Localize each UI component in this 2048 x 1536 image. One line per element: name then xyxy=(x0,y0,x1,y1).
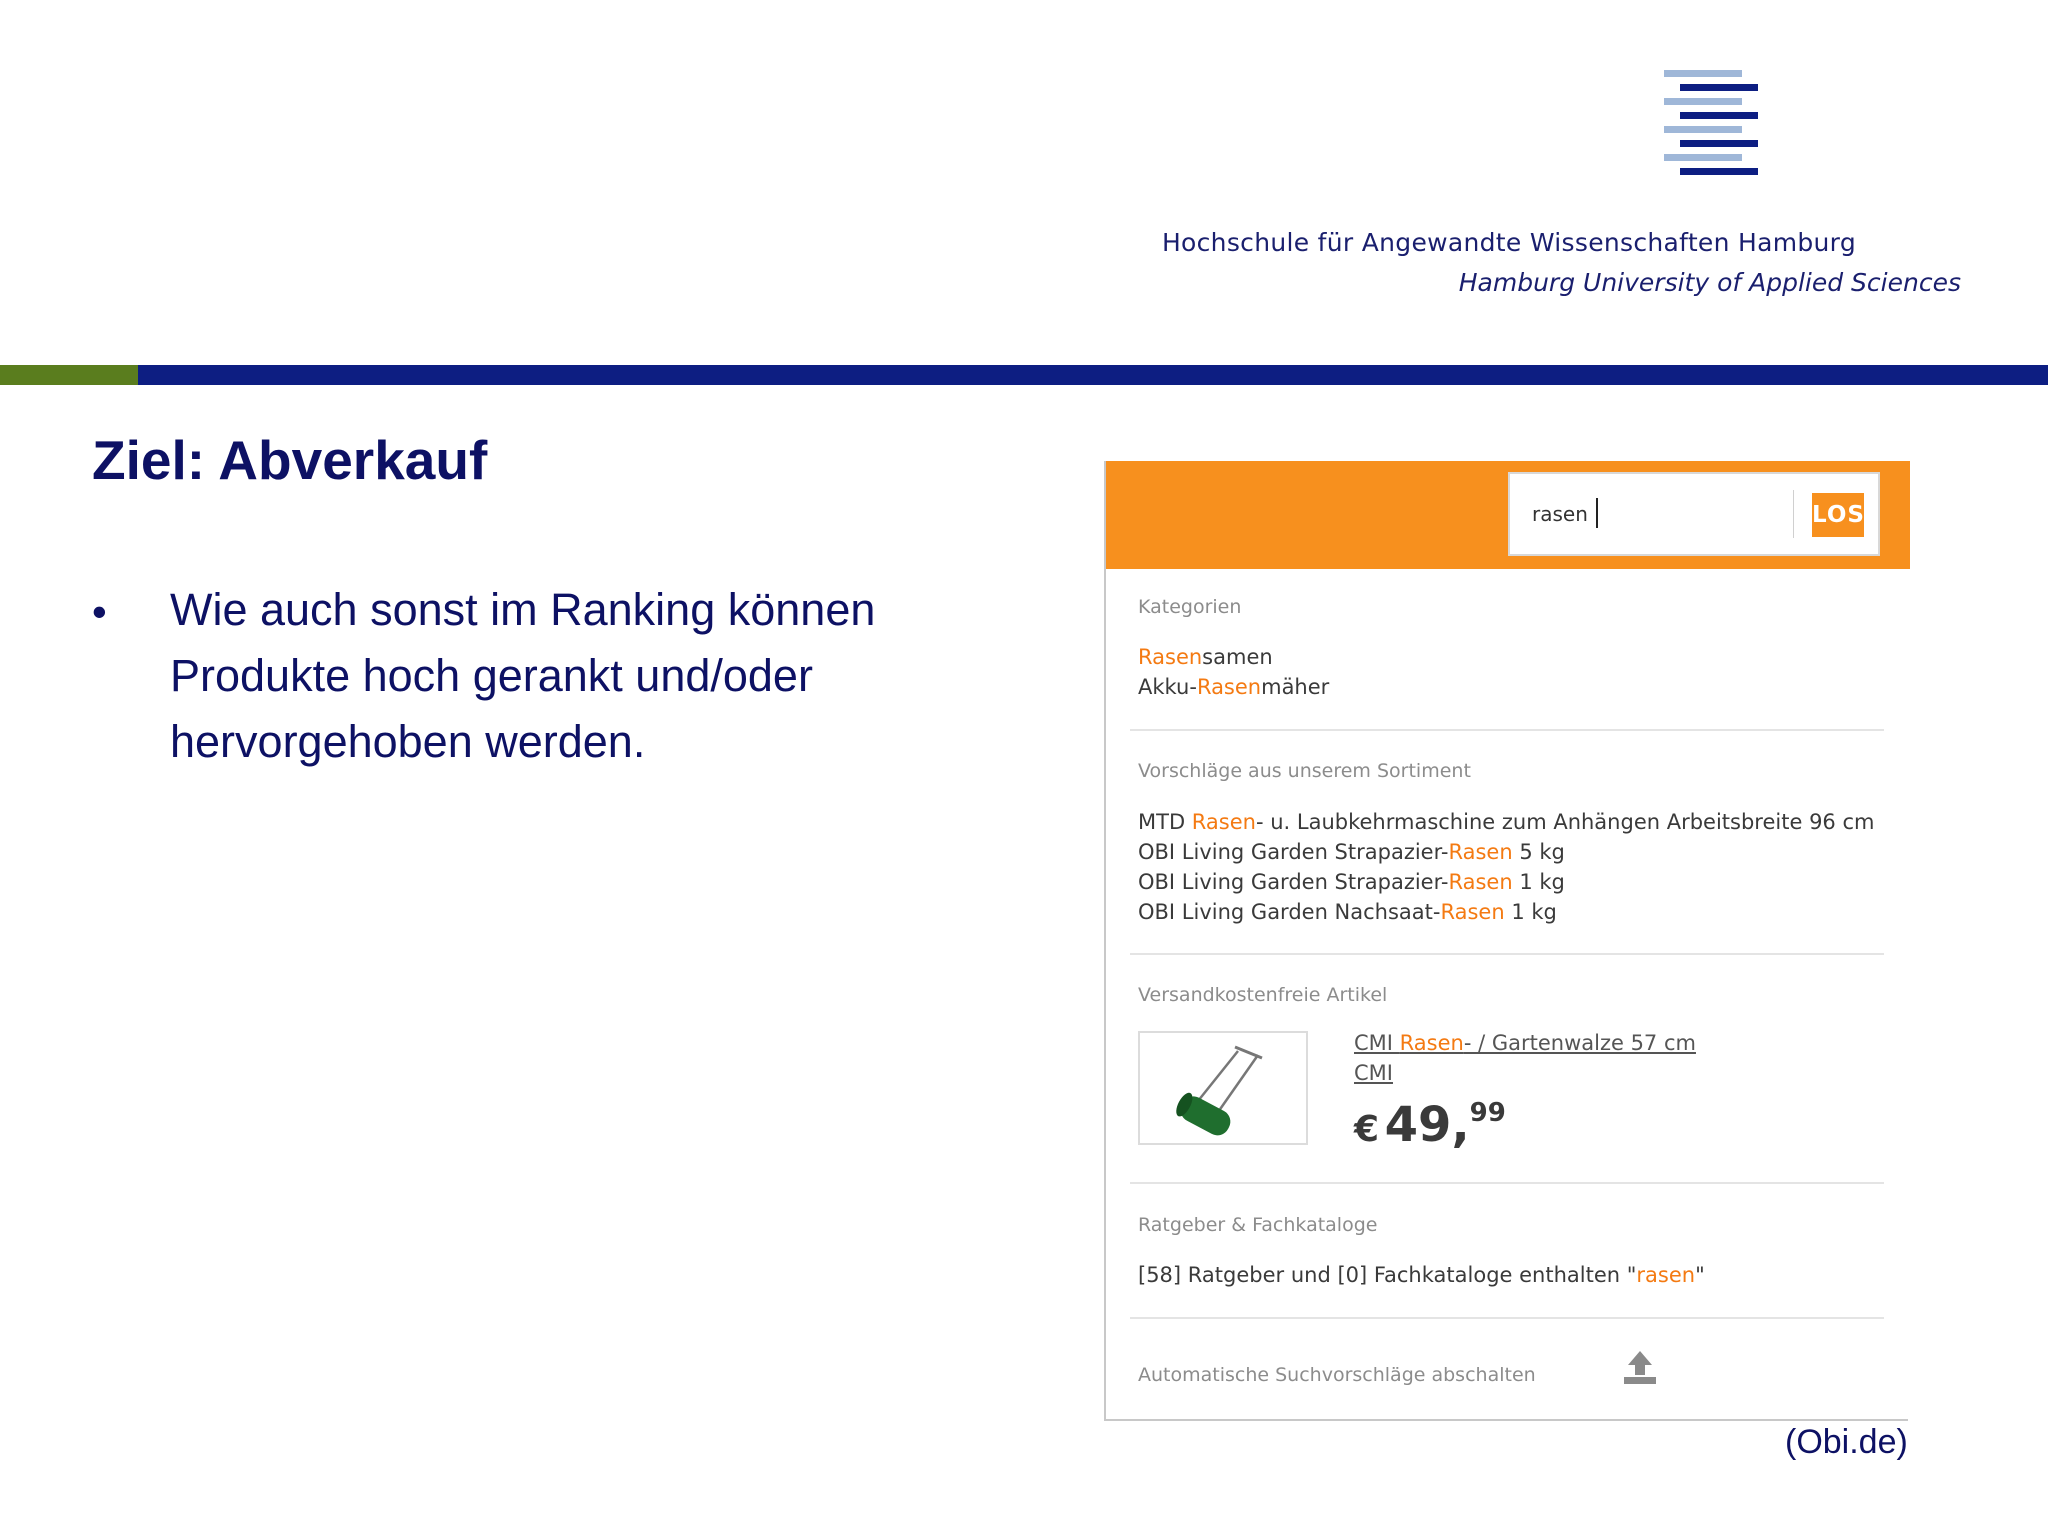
section-divider xyxy=(1130,953,1884,955)
search-header xyxy=(1106,461,1910,569)
suggestion-item[interactable]: OBI Living Garden Nachsaat-Rasen 1 kg xyxy=(1138,900,1557,924)
search-separator xyxy=(1793,490,1794,538)
header-bar xyxy=(138,365,2048,385)
product-thumbnail[interactable] xyxy=(1138,1031,1308,1145)
search-box xyxy=(1508,472,1880,556)
section-title-ratgeber: Ratgeber & Fachkataloge xyxy=(1138,1214,1378,1236)
product-brand-link[interactable]: CMI xyxy=(1354,1061,1393,1085)
university-name-en: Hamburg University of Applied Sciences xyxy=(1458,268,1961,297)
product-link[interactable]: CMI Rasen- / Gartenwalze 57 cm xyxy=(1354,1031,1696,1055)
suggestion-item[interactable]: MTD Rasen- u. Laubkehrmaschine zum Anhängen Arbeitsbreite 96 cm xyxy=(1138,810,1875,834)
section-title-kategorien: Kategorien xyxy=(1138,596,1242,618)
text-caret xyxy=(1596,498,1598,528)
source-caption: (Obi.de) xyxy=(1785,1423,1908,1461)
section-divider xyxy=(1130,1182,1884,1184)
search-suggestion-panel xyxy=(1104,461,1908,1421)
section-divider xyxy=(1130,729,1884,731)
disable-suggestions-link[interactable]: Automatische Suchvorschläge abschalten xyxy=(1138,1364,1536,1386)
ratgeber-link[interactable]: [58] Ratgeber und [0] Fachkataloge enthalten "rasen" xyxy=(1138,1263,1705,1287)
suggestion-item[interactable]: OBI Living Garden Strapazier-Rasen 5 kg xyxy=(1138,840,1565,864)
university-name-de: Hochschule für Angewandte Wissenschaften Hamburg xyxy=(1161,228,1856,257)
search-submit-button[interactable]: LOS xyxy=(1812,493,1864,537)
bullet-marker: • xyxy=(92,588,107,635)
section-divider xyxy=(1130,1317,1884,1319)
bullet-text: Wie auch sonst im Ranking können Produkte hoch gerankt und/oder hervorgehoben werden. xyxy=(170,584,876,767)
section-title-vorschlaege: Vorschläge aus unserem Sortiment xyxy=(1138,760,1471,782)
slide-title: Ziel: Abverkauf xyxy=(92,429,488,491)
section-title-versandkostenfrei: Versandkostenfreie Artikel xyxy=(1138,984,1388,1006)
header-bar-accent xyxy=(0,365,138,385)
collapse-arrow-icon[interactable] xyxy=(1620,1347,1660,1387)
product-price: € 49,99 xyxy=(1354,1097,1506,1153)
university-logo xyxy=(1660,70,1772,178)
category-item[interactable]: Rasensamen xyxy=(1138,645,1273,669)
category-item[interactable]: Akku-Rasenmäher xyxy=(1138,675,1330,699)
search-input[interactable] xyxy=(1532,496,1772,532)
suggestion-item[interactable]: OBI Living Garden Strapazier-Rasen 1 kg xyxy=(1138,870,1565,894)
